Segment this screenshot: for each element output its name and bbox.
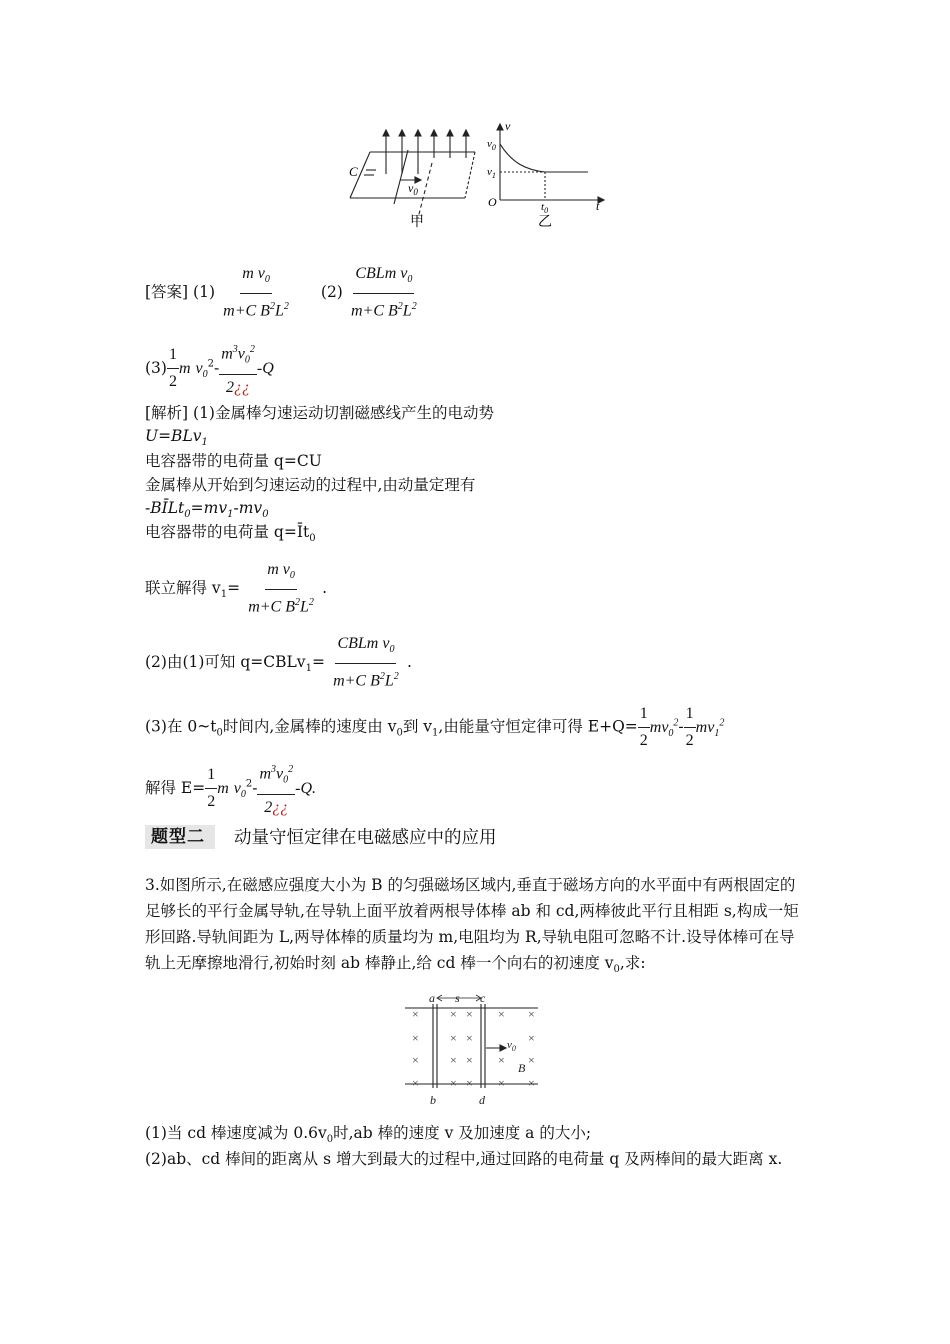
svg-text:×: × (498, 1007, 505, 1021)
svg-text:×: × (528, 1076, 535, 1090)
svg-text:×: × (466, 1053, 473, 1067)
answer-part1-label: (1) (193, 282, 216, 301)
svg-text:×: × (450, 1053, 457, 1067)
svg-text:×: × (450, 1076, 457, 1090)
solution-line-8: (2)由(1)可知 q=CBLv$_1$= $\frac{CBLm v_0}{m+C B^2L^2}$ . (145, 632, 412, 694)
section-title: 动量守恒定律在电磁感应中的应用 (234, 828, 497, 848)
solution-line-6: 电容器带的电荷量 $q=Īt_0$ (145, 523, 316, 545)
svg-text:×: × (466, 1031, 473, 1045)
solution-line-9: (3)在 $0\sim t_0$时间内,金属棒的速度由 $v_0$到 $v_1$,由能量守恒定律可得 E+Q= $\frac{1}{2}$ $mv_0^2-$ $\frac{1}{2}$ $mv_1^2$ (145, 702, 724, 753)
answer-part3-label: (3) (145, 358, 167, 377)
answer-part2-label: (2) (320, 282, 343, 301)
answer-part1-fraction: $\frac{m v_0}{m+C B^2L^2}$ (215, 262, 297, 324)
label-v0: $v_0$ (408, 181, 418, 197)
label-a: a (429, 992, 435, 1005)
problem-3-statement: 3.如图所示,在磁感应强度大小为 B 的匀强磁场区域内,垂直于磁场方向的水平面中有两根固定的足够长的平行金属导轨,在导轨上面平放着两根导体棒 ab 和 cd,两棒彼此平行且相距 s,构成一矩形回路.导轨间距为 L,两导体棒的质量均为 m,电阻均为 R,导轨电阻可忽略不计.设导体棒可在导轨上无摩擦地滑行,初始时刻 ab 棒静止,给 cd 棒一个向右的初速度 $v_0$,求: (145, 876, 799, 976)
svg-text:×: × (412, 1053, 419, 1067)
graph-axis-v: v (505, 119, 511, 133)
svg-text:×: × (412, 1031, 419, 1045)
svg-text:×: × (412, 1076, 419, 1090)
solution-line-5: $-BĪLt_0=mv_1-mv_0$ (145, 499, 269, 521)
svg-text:×: × (528, 1053, 535, 1067)
svg-text:×: × (498, 1053, 505, 1067)
svg-text:×: × (450, 1007, 457, 1021)
answer-tag: [答案] (145, 282, 189, 301)
label-B: B (518, 1061, 526, 1075)
svg-text:×: × (466, 1076, 473, 1090)
label-v0: $v_0$ (507, 1039, 516, 1053)
label-b: b (430, 1093, 436, 1107)
solution-line-4: 金属棒从开始到匀速运动的过程中,由动量定理有 (145, 476, 476, 494)
svg-text:×: × (466, 1007, 473, 1021)
solution-line-10: 解得 E= $\frac{1}{2}$ m $v_0^2-$ $\frac{m^3v_0^2}{2¿¿}$ -Q. (145, 758, 316, 820)
solution-line-1: [解析] (1)金属棒匀速运动切割磁感线产生的电动势 (145, 404, 494, 422)
graph-v0: $v_0$ (487, 138, 496, 152)
label-c: c (480, 992, 486, 1005)
label-s: s (455, 992, 460, 1005)
graph-origin: O (488, 195, 497, 209)
solution-line-7: 联立解得 $v_1=$ $\frac{m v_0}{m+C B^2L^2}$ . (145, 558, 327, 620)
crosses (412, 1007, 535, 1090)
svg-text:×: × (412, 1007, 419, 1021)
answer-part3: (3) $\frac{1}{2}$ m $v_0^2-$ $\frac{m^3v_0^2}{2¿¿}$ -Q (145, 338, 274, 400)
svg-text:×: × (498, 1076, 505, 1090)
figure-two-rods (400, 992, 545, 1107)
solution-line-2: U=BLv$_1$ (145, 427, 208, 449)
caption-jia: 甲 (410, 215, 424, 230)
answer-part2-fraction: $\frac{CBLm v_0}{m+C B^2L^2}$ (343, 262, 425, 324)
caption-yi: 乙 (538, 215, 552, 230)
svg-text:×: × (528, 1031, 535, 1045)
figure-rail-and-vt-graph (340, 118, 620, 233)
figure-yi (497, 124, 604, 203)
answer-block (145, 262, 425, 324)
label-d: d (479, 1093, 485, 1107)
svg-text:×: × (528, 1007, 535, 1021)
label-C: C (349, 164, 358, 179)
problem-3-question-2: (2)ab、cd 棒间的距离从 s 增大到最大的过程中,通过回路的电荷量 q 及两棒间的最大距离 x. (145, 1150, 783, 1168)
solution-line-3: 电容器带的电荷量 q=CU (145, 452, 322, 470)
problem-3-question-1: (1)当 cd 棒速度减为 $0.6v_0$时,ab 棒的速度 v 及加速度 a 的大小; (145, 1124, 592, 1146)
svg-text:×: × (450, 1031, 457, 1045)
graph-axis-t: t (596, 199, 600, 213)
section-badge: 题型二 (145, 822, 215, 847)
graph-t0: $t_0$ (541, 201, 549, 215)
figure-jia (350, 130, 475, 218)
graph-v1: $v_1$ (487, 166, 496, 180)
